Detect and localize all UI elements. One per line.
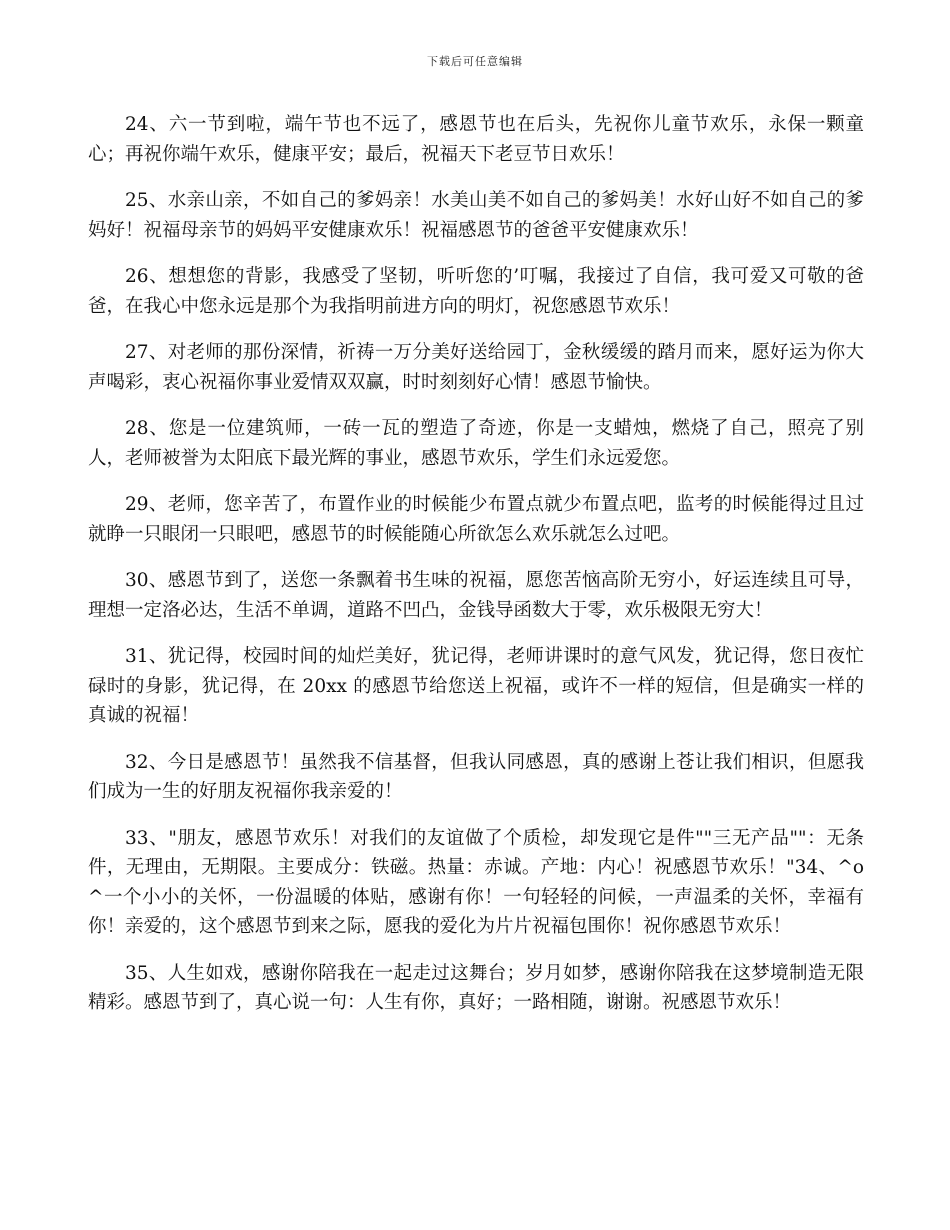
paragraph-26: 26、想想您的背影，我感受了坚韧，听听您的’叮嘱，我接过了自信，我可爱又可敬的爸爸，在我心中您永远是那个为我指明前进方向的明灯，祝您感恩节欢乐！: [88, 266, 864, 317]
document-body: [88, 110, 864, 1035]
paragraph-29: 29、老师，您辛苦了，布置作业的时候能少布置点就少布置点吧，监考的时候能得过且过就睁一只眼闭一只眼吧，感恩节的时候能随心所欲怎么欢乐就怎么过吧。: [88, 494, 864, 545]
paragraph-32: 32、今日是感恩节！虽然我不信基督，但我认同感恩，真的感谢上苍让我们相识，但愿我们成为一生的好朋友祝福你我亲爱的！: [88, 751, 864, 802]
paragraph-35: 35、人生如戏，感谢你陪我在一起走过这舞台；岁月如梦，感谢你陪我在这梦境制造无限精彩。感恩节到了，真心说一句：人生有你，真好；一路相随，谢谢。祝感恩节欢乐！: [88, 962, 864, 1013]
paragraph-30: 30、感恩节到了，送您一条飘着书生味的祝福，愿您苦恼高阶无穷小，好运连续且可导，理想一定洛必达，生活不单调，道路不凹凸，金钱导函数大于零，欢乐极限无穷大！: [88, 570, 864, 621]
paragraph-33-34: 33、"朋友，感恩节欢乐！对我们的友谊做了个质检，却发现它是件""三无产品""：无条件，无理由，无期限。主要成分：铁磁。热量：赤诚。产地：内心！祝感恩节欢乐！"34、^o^一个小小的关怀，一份温暖的体贴，感谢有你！一句轻轻的问候，一声温柔的关怀，幸福有你！亲爱的，这个感恩节到来之际，愿我的爱化为片片祝福包围你！祝你感恩节欢乐！: [88, 827, 864, 937]
paragraph-24: 24、六一节到啦，端午节也不远了，感恩节也在后头，先祝你儿童节欢乐，永保一颗童心；再祝你端午欢乐，健康平安；最后，祝福天下老豆节日欢乐！: [88, 114, 864, 165]
paragraph-25: 25、水亲山亲，不如自己的爹妈亲！水美山美不如自己的爹妈美！水好山好不如自己的爹妈好！祝福母亲节的妈妈平安健康欢乐！祝福感恩节的爸爸平安健康欢乐！: [88, 190, 864, 241]
page-header-note: 下载后可任意编辑: [427, 55, 523, 68]
paragraph-28: 28、您是一位建筑师，一砖一瓦的塑造了奇迹，你是一支蜡烛，燃烧了自己，照亮了别人，老师被誉为太阳底下最光辉的事业，感恩节欢乐，学生们永远爱您。: [88, 418, 864, 469]
paragraph-27: 27、对老师的那份深情，祈祷一万分美好送给园丁，金秋缓缓的踏月而来，愿好运为你大声喝彩，衷心祝福你事业爱情双双赢，时时刻刻好心情！感恩节愉快。: [88, 342, 864, 393]
paragraph-31: 31、犹记得，校园时间的灿烂美好，犹记得，老师讲课时的意气风发，犹记得，您日夜忙碌时的身影，犹记得，在 20xx 的感恩节给您送上祝福，或许不一样的短信，但是确实一样的真诚的祝福！: [88, 646, 864, 726]
